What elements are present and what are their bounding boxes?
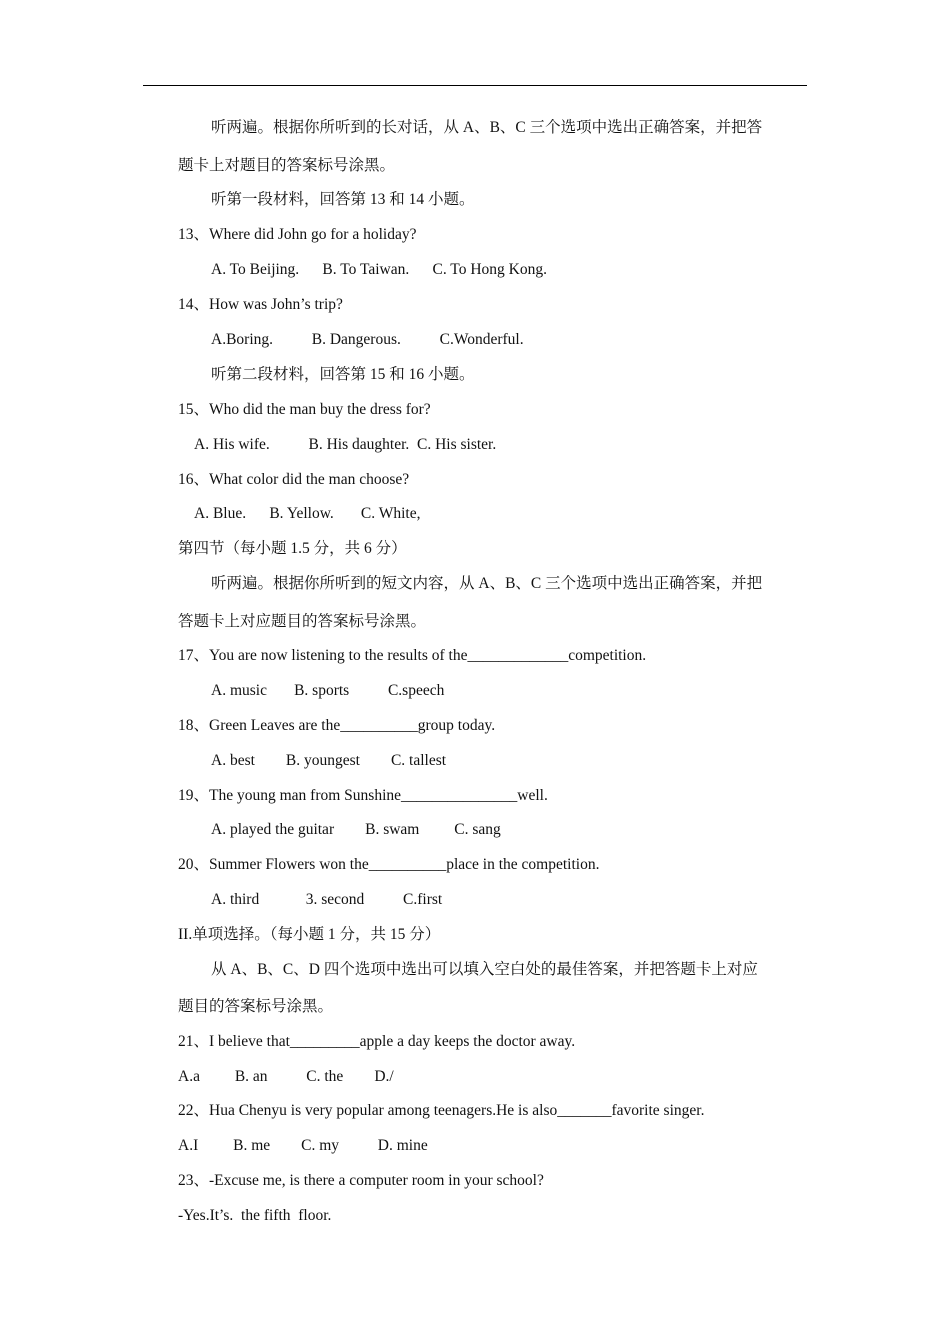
question-17: 17、You are now listening to the results of the_____________competition. <box>178 647 647 664</box>
header-rule <box>143 85 807 86</box>
question-22-options: A.I B. me C. my D. mine <box>178 1137 428 1154</box>
question-16: 16、What color did the man choose? <box>178 471 410 488</box>
question-19: 19、The young man from Sunshine_______________well. <box>178 787 548 804</box>
question-15-options: A. His wife. B. His daughter. C. His sister. <box>194 436 497 453</box>
question-17-options: A. music B. sports C.speech <box>211 682 445 699</box>
section-instruction-line-2: 题卡上对题目的答案标号涂黑。 <box>178 157 396 174</box>
section-4-instruction-line-2: 答题卡上对应题目的答案标号涂黑。 <box>178 613 427 630</box>
question-13-options: A. To Beijing. B. To Taiwan. C. To Hong Kong. <box>211 261 547 278</box>
question-21-options: A.a B. an C. the D./ <box>178 1068 394 1085</box>
question-20: 20、Summer Flowers won the__________place in the competition. <box>178 856 600 873</box>
question-18-options: A. best B. youngest C. tallest <box>211 752 447 769</box>
question-15: 15、Who did the man buy the dress for? <box>178 401 431 418</box>
part-2-instruction-line-2: 题目的答案标号涂黑。 <box>178 998 334 1015</box>
section-instruction-line-1: 听两遍。根据你所听到的长对话，从 A、B、C 三个选项中选出正确答案，并把答 <box>211 119 763 136</box>
question-22: 22、Hua Chenyu is very popular among teenagers.He is also_______favorite singer. <box>178 1102 705 1119</box>
section-4-heading: 第四节（每小题 1.5 分，共 6 分） <box>178 540 407 557</box>
material-1-note: 听第一段材料，回答第 13 和 14 小题。 <box>211 191 475 208</box>
question-21: 21、I believe that_________apple a day keeps the doctor away. <box>178 1033 576 1050</box>
question-20-options: A. third 3. second C.first <box>211 891 443 908</box>
question-23-response: -Yes.It’s. the fifth floor. <box>178 1207 332 1224</box>
section-4-instruction-line-1: 听两遍。根据你所听到的短文内容，从 A、B、C 三个选项中选出正确答案，并把 <box>211 575 763 592</box>
question-14-options: A.Boring. B. Dangerous. C.Wonderful. <box>211 331 524 348</box>
question-13: 13、Where did John go for a holiday? <box>178 226 417 243</box>
part-2-heading: II.单项选择。（每小题 1 分，共 15 分） <box>178 926 441 943</box>
part-2-instruction-line-1: 从 A、B、C、D 四个选项中选出可以填入空白处的最佳答案，并把答题卡上对应 <box>211 961 758 978</box>
material-2-note: 听第二段材料，回答第 15 和 16 小题。 <box>211 366 475 383</box>
question-18: 18、Green Leaves are the__________group today. <box>178 717 496 734</box>
question-19-options: A. played the guitar B. swam C. sang <box>211 821 501 838</box>
question-16-options: A. Blue. B. Yellow. C. White, <box>194 505 421 522</box>
question-23: 23、-Excuse me, is there a computer room in your school? <box>178 1172 544 1189</box>
question-14: 14、How was John’s trip? <box>178 296 343 313</box>
